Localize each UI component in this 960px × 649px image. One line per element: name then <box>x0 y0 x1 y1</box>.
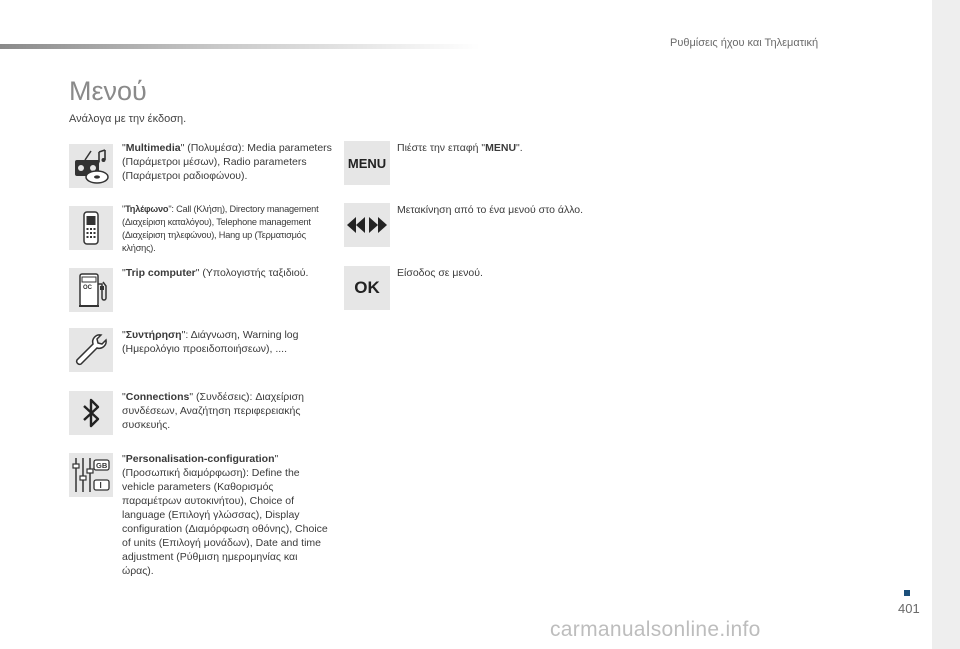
ok-key-label: OK <box>354 278 380 297</box>
multimedia-icon-box <box>69 144 113 188</box>
intro-text: Ανάλογα με την έκδοση. <box>69 113 187 125</box>
page-edge-strip <box>932 0 960 649</box>
ok-key[interactable] <box>344 266 390 310</box>
watermark: carmanualsonline.info <box>550 618 761 641</box>
wrench-icon <box>71 330 111 370</box>
language-i-label: I <box>99 481 102 490</box>
menu-item-connections: "Connections" (Συνδέσεις): Διαχείριση συνδέσεων, Αναζήτηση περιφερειακής συσκευής. <box>122 391 304 431</box>
fuel-pump-icon <box>71 270 111 310</box>
ok-key-description: Είσοδος σε μενού. <box>397 267 483 279</box>
bluetooth-icon-box <box>69 391 113 435</box>
arrow-keys-description: Μετακίνηση από το ένα μενού στο άλλο. <box>397 204 584 216</box>
page-title: Μενού <box>69 76 147 106</box>
menu-key-label: MENU <box>347 155 387 171</box>
menu-item-maintenance: "Συντήρηση": Διάγνωση, Warning log (Ημερολόγιο προειδοποιήσεων), .... <box>122 329 299 355</box>
bluetooth-icon <box>71 393 111 433</box>
menu-item-trip-computer: "Trip computer" (Υπολογιστής ταξιδιού. <box>122 267 309 279</box>
phone-icon-box <box>69 206 113 250</box>
fuel-pump-icon-box <box>69 268 113 312</box>
phone-icon <box>71 208 111 248</box>
header-gradient-bar <box>0 44 480 49</box>
multimedia-icon <box>71 146 111 186</box>
settings-sliders-icon <box>70 454 112 496</box>
page-marker <box>904 590 910 596</box>
arrow-keys[interactable] <box>344 203 390 247</box>
section-title: Ρυθμίσεις ήχου και Τηλεματική <box>670 37 819 49</box>
settings-sliders-icon-box <box>69 453 113 497</box>
page-number: 401 <box>898 601 920 616</box>
left-right-arrows-icon <box>346 216 388 234</box>
menu-item-telephone: "Τηλέφωνο": Call (Κλήση), Directory management (Διαχείριση καταλόγου), Telephone management (Διαχείριση τηλεφώνου), Hang up (Τερματισμός κλήσης). <box>122 204 319 253</box>
wrench-icon-box <box>69 328 113 372</box>
language-gb-label: GB <box>96 461 108 470</box>
menu-item-multimedia: "Multimedia" (Πολυμέσα): Media parameters (Παράμετροι μέσων), Radio parameters (Παράμετροι ραδιοφώνου). <box>122 142 332 182</box>
menu-key-description: Πιέστε την επαφή "MENU". <box>397 142 523 154</box>
menu-key[interactable] <box>344 141 390 185</box>
menu-item-personalisation: "Personalisation-configuration" (Προσωπική διαμόρφωση): Define the vehicle parameters (Καθορισμός παραμέτρων αυτοκινήτου), Choice of language (Επιλογή γλώσσας), Display configuration (Διαμόρφωση οθόνης), Choice of units (Επιλογή μονάδων), Date and time adjustment (Ρύθμιση ημερομηνίας και ώρας). <box>122 453 328 577</box>
fuel-panel-label: OC <box>83 285 92 291</box>
